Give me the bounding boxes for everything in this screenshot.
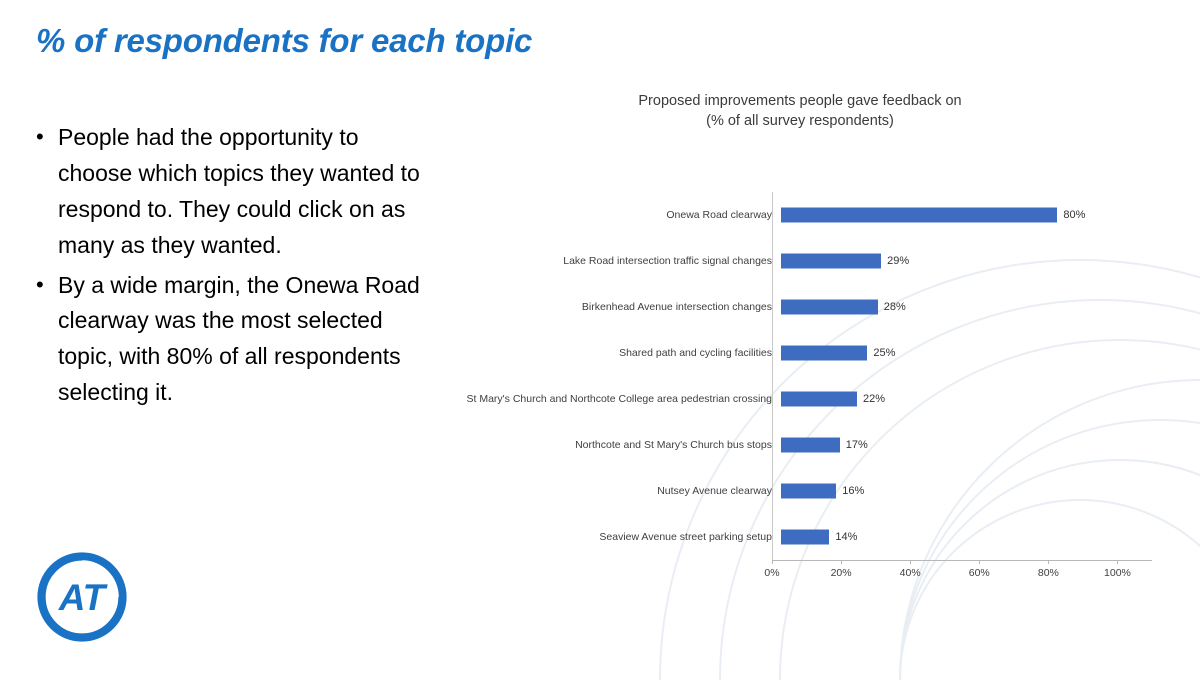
bar-value-label: 25% xyxy=(873,347,896,359)
bar-track xyxy=(781,376,1180,422)
x-axis-tick-label: 20% xyxy=(830,567,852,579)
chart-bar-row xyxy=(420,376,1180,422)
x-axis-tick-label: 0% xyxy=(764,567,780,579)
list-item xyxy=(36,120,426,264)
bar xyxy=(781,438,840,453)
x-axis-tick xyxy=(1117,560,1118,564)
bar-value-label: 16% xyxy=(842,485,865,497)
bar-category-label: Seaview Avenue street parking setup xyxy=(599,531,772,543)
x-axis-tick xyxy=(841,560,842,564)
bar-value-label: 17% xyxy=(845,439,868,451)
at-logo-icon xyxy=(36,551,128,643)
bullet-text: People had the opportunity to choose which topics they wanted to respond to. They could click on as many as they wanted. xyxy=(58,124,420,258)
chart-title xyxy=(420,92,1180,131)
chart-bar-row xyxy=(420,192,1180,238)
bar xyxy=(781,208,1057,223)
bar xyxy=(781,300,878,315)
bar-value-label: 29% xyxy=(887,255,910,267)
x-axis-tick xyxy=(979,560,980,564)
x-axis-tick xyxy=(910,560,911,564)
bar-category-label: Onewa Road clearway xyxy=(666,209,772,221)
bar-track xyxy=(781,238,1180,284)
x-axis xyxy=(764,560,1152,590)
bar-value-label: 22% xyxy=(863,393,886,405)
bar xyxy=(781,254,881,269)
chart-bar-row xyxy=(420,330,1180,376)
bar-track xyxy=(781,192,1180,238)
page-title: % of respondents for each topic xyxy=(36,22,533,59)
x-axis-tick-label: 40% xyxy=(899,567,921,579)
x-axis-tick-label: 60% xyxy=(968,567,990,579)
bar-track xyxy=(781,422,1180,468)
chart-bar-row xyxy=(420,422,1180,468)
list-item xyxy=(36,268,426,412)
bar-track xyxy=(781,330,1180,376)
bar-category-label: Nutsey Avenue clearway xyxy=(657,485,772,497)
chart-bar-row xyxy=(420,468,1180,514)
chart-subtitle: (% of all survey respondents) xyxy=(706,112,894,129)
bar-rows xyxy=(420,192,1180,560)
bar-value-label: 80% xyxy=(1063,209,1086,221)
bullet-marker-icon: • xyxy=(36,271,44,297)
bar-track xyxy=(781,514,1180,560)
bar xyxy=(781,484,836,499)
chart xyxy=(420,92,1180,612)
x-axis-line xyxy=(772,560,1152,561)
chart-title-line1: Proposed improvements people gave feedback on xyxy=(638,93,962,109)
bar-category-label: Shared path and cycling facilities xyxy=(619,347,772,359)
bar xyxy=(781,392,857,407)
bullet-text: By a wide margin, the Onewa Road clearway was the most selected topic, with 80% of all respondents selecting it. xyxy=(58,271,420,406)
x-axis-tick xyxy=(772,560,773,564)
chart-plot-area xyxy=(420,184,1180,584)
x-axis-tick-label: 80% xyxy=(1037,567,1059,579)
x-axis-tick xyxy=(1048,560,1049,564)
chart-bar-row xyxy=(420,514,1180,560)
bar-value-label: 28% xyxy=(883,301,906,313)
x-axis-tick-label: 100% xyxy=(1104,567,1131,579)
bar-value-label: 14% xyxy=(835,531,858,543)
bar-category-label: Birkenhead Avenue intersection changes xyxy=(581,301,772,313)
bar xyxy=(781,530,829,545)
bullet-list xyxy=(36,120,426,415)
bar-track xyxy=(781,468,1180,514)
logo-text: AT xyxy=(58,576,106,618)
bar-category-label: Lake Road intersection traffic signal changes xyxy=(563,255,772,267)
bar xyxy=(781,346,867,361)
bar-track xyxy=(781,284,1180,330)
chart-bar-row xyxy=(420,284,1180,330)
chart-bar-row xyxy=(420,238,1180,284)
bar-category-label: St Mary's Church and Northcote College area pedestrian crossing xyxy=(466,393,772,405)
bar-category-label: Northcote and St Mary's Church bus stops xyxy=(575,439,772,451)
bullet-marker-icon: • xyxy=(36,124,44,149)
